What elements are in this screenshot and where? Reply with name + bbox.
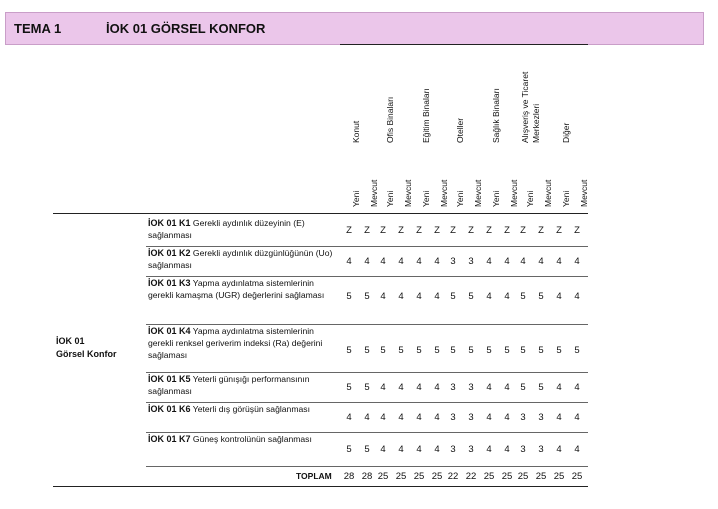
score-cell: 4 — [380, 412, 386, 423]
score-cell: 5 — [468, 291, 474, 302]
score-cell: 4 — [556, 256, 562, 267]
criterion-label — [148, 217, 340, 241]
score-cell: 4 — [520, 256, 526, 267]
score-cell: 4 — [486, 382, 492, 393]
total-cell: 28 — [343, 471, 355, 482]
section-label — [56, 335, 117, 361]
criterion-description: Gerekli aydınlık düzeyinin (E) sağlanması — [148, 218, 305, 240]
total-cell: 25 — [395, 471, 407, 482]
total-cell: 25 — [483, 471, 495, 482]
total-cell: 25 — [517, 471, 529, 482]
criterion-code: İOK 01 K4 — [148, 326, 191, 336]
score-cell: 4 — [574, 382, 580, 393]
score-cell: 4 — [556, 412, 562, 423]
score-cell: 3 — [450, 444, 456, 455]
column-subheader: Yeni — [351, 190, 361, 207]
score-cell: Z — [380, 225, 386, 236]
score-cell: Z — [346, 225, 352, 236]
score-cell: 4 — [398, 444, 404, 455]
score-cell: 5 — [380, 345, 386, 356]
theme-header-band — [5, 12, 704, 45]
column-group-header: Konut — [351, 120, 361, 143]
score-cell: Z — [450, 225, 456, 236]
column-group-header: Alışveriş ve Ticaret Merkezleri — [520, 71, 541, 143]
score-cell: 4 — [434, 382, 440, 393]
row-separator — [146, 466, 588, 467]
score-cell: 4 — [538, 256, 544, 267]
total-cell: 25 — [413, 471, 425, 482]
score-cell: 4 — [486, 291, 492, 302]
score-cell: 3 — [468, 256, 474, 267]
score-cell: 4 — [486, 444, 492, 455]
column-group-header: Eğitim Binaları — [421, 88, 431, 143]
score-cell: 4 — [434, 256, 440, 267]
column-group-header: Oteller — [455, 117, 465, 143]
column-subheader: Yeni — [491, 190, 501, 207]
score-cell: 5 — [346, 444, 352, 455]
column-subheader: Yeni — [385, 190, 395, 207]
column-group-header: Diğer — [561, 122, 571, 143]
score-cell: 3 — [450, 256, 456, 267]
criterion-code: İOK 01 K7 — [148, 434, 191, 444]
total-cell: 25 — [535, 471, 547, 482]
score-cell: 4 — [380, 382, 386, 393]
score-cell: 5 — [364, 291, 370, 302]
score-cell: 4 — [574, 291, 580, 302]
column-subheader: Yeni — [455, 190, 465, 207]
score-cell: 4 — [486, 256, 492, 267]
score-cell: 4 — [398, 382, 404, 393]
criterion-label — [148, 373, 340, 397]
score-cell: 4 — [380, 444, 386, 455]
column-subheader: Mevcut — [403, 179, 413, 207]
criterion-description: Yeterli dış görüşün sağlanması — [190, 404, 310, 414]
score-cell: 4 — [556, 444, 562, 455]
score-cell: 4 — [556, 382, 562, 393]
total-cell: 25 — [553, 471, 565, 482]
column-subheader: Mevcut — [369, 179, 379, 207]
score-cell: 5 — [416, 345, 422, 356]
score-cell: Z — [504, 225, 510, 236]
total-cell: 25 — [571, 471, 583, 482]
score-cell: 4 — [416, 444, 422, 455]
score-cell: 4 — [434, 412, 440, 423]
total-cell: 25 — [501, 471, 513, 482]
total-cell: 22 — [447, 471, 459, 482]
total-cell: 25 — [431, 471, 443, 482]
score-cell: Z — [398, 225, 404, 236]
score-cell: 4 — [380, 291, 386, 302]
score-cell: 4 — [574, 256, 580, 267]
criterion-description: Yeterli günışığı performansının sağlanması — [148, 374, 310, 396]
score-cell: 5 — [538, 291, 544, 302]
score-cell: 4 — [398, 256, 404, 267]
score-cell: Z — [416, 225, 422, 236]
criterion-description: Yapma aydınlatma sistemlerinin gerekli renksel geriverim indeksi (Ra) değerini sağlaması — [148, 326, 323, 360]
score-cell: 5 — [450, 291, 456, 302]
total-cell: 22 — [465, 471, 477, 482]
score-cell: 4 — [574, 412, 580, 423]
score-cell: Z — [520, 225, 526, 236]
score-cell: 5 — [450, 345, 456, 356]
score-cell: 5 — [434, 345, 440, 356]
score-cell: 5 — [346, 345, 352, 356]
column-subheader: Yeni — [421, 190, 431, 207]
score-cell: 4 — [504, 444, 510, 455]
score-cell: 5 — [364, 382, 370, 393]
score-cell: 4 — [398, 412, 404, 423]
column-subheader: Mevcut — [473, 179, 483, 207]
score-cell: 3 — [520, 444, 526, 455]
score-cell: 5 — [504, 345, 510, 356]
score-cell: 5 — [520, 382, 526, 393]
score-cell: Z — [574, 225, 580, 236]
criterion-label — [148, 433, 340, 445]
score-cell: 3 — [538, 412, 544, 423]
score-cell: 3 — [520, 412, 526, 423]
score-cell: 4 — [380, 256, 386, 267]
criterion-label — [148, 403, 340, 415]
score-cell: 5 — [468, 345, 474, 356]
score-cell: 4 — [504, 291, 510, 302]
score-cell: 3 — [468, 444, 474, 455]
score-cell: 5 — [346, 382, 352, 393]
criterion-label — [148, 247, 340, 271]
score-cell: Z — [434, 225, 440, 236]
header-bottom-rule — [53, 213, 588, 214]
score-cell: 4 — [434, 444, 440, 455]
score-cell: Z — [486, 225, 492, 236]
score-cell: 5 — [538, 345, 544, 356]
score-cell: Z — [538, 225, 544, 236]
score-cell: Z — [468, 225, 474, 236]
theme-title: İOK 01 GÖRSEL KONFOR — [106, 21, 266, 36]
criterion-label — [148, 325, 340, 361]
score-cell: 3 — [450, 382, 456, 393]
score-cell: 4 — [416, 382, 422, 393]
score-cell: 5 — [538, 382, 544, 393]
score-cell: 5 — [556, 345, 562, 356]
score-cell: 5 — [574, 345, 580, 356]
column-group-header: Ofis Binaları — [385, 96, 395, 143]
score-cell: 3 — [468, 412, 474, 423]
total-cell: 25 — [377, 471, 389, 482]
score-cell: 5 — [398, 345, 404, 356]
criterion-code: İOK 01 K5 — [148, 374, 191, 384]
criterion-code: İOK 01 K6 — [148, 404, 191, 414]
top-rule — [340, 44, 588, 45]
score-cell: 4 — [504, 382, 510, 393]
score-cell: 4 — [556, 291, 562, 302]
score-cell: 5 — [520, 291, 526, 302]
score-cell: 4 — [364, 412, 370, 423]
section-name: Görsel Konfor — [56, 349, 117, 359]
column-subheader: Mevcut — [509, 179, 519, 207]
score-cell: 4 — [416, 256, 422, 267]
score-cell: 5 — [520, 345, 526, 356]
score-cell: 5 — [364, 444, 370, 455]
score-cell: 3 — [450, 412, 456, 423]
score-cell: 4 — [504, 256, 510, 267]
total-cell: 28 — [361, 471, 373, 482]
score-cell: 4 — [416, 412, 422, 423]
criterion-label — [148, 277, 340, 301]
score-cell: 4 — [574, 444, 580, 455]
score-cell: 4 — [434, 291, 440, 302]
criterion-code: İOK 01 K2 — [148, 248, 191, 258]
column-subheader: Mevcut — [579, 179, 589, 207]
score-cell: 4 — [346, 256, 352, 267]
total-label: TOPLAM — [296, 471, 332, 481]
score-cell: 4 — [346, 412, 352, 423]
score-cell: Z — [556, 225, 562, 236]
column-subheader: Yeni — [561, 190, 571, 207]
score-cell: 5 — [364, 345, 370, 356]
score-cell: 4 — [364, 256, 370, 267]
column-subheader: Yeni — [525, 190, 535, 207]
column-subheader: Mevcut — [439, 179, 449, 207]
criterion-description: Gerekli aydınlık düzgünlüğünün (Uo) sağlanması — [148, 248, 333, 270]
score-cell: 4 — [416, 291, 422, 302]
bottom-rule — [53, 486, 588, 487]
criterion-description: Yapma aydınlatma sistemlerinin gerekli kamaşma (UGR) değerlerini sağlaması — [148, 278, 325, 300]
column-group-header: Sağlık Binaları — [491, 88, 501, 143]
score-cell: 5 — [486, 345, 492, 356]
score-cell: 3 — [538, 444, 544, 455]
score-cell: Z — [364, 225, 370, 236]
criterion-code: İOK 01 K3 — [148, 278, 191, 288]
section-code: İOK 01 — [56, 336, 85, 346]
score-cell: 4 — [504, 412, 510, 423]
criterion-code: İOK 01 K1 — [148, 218, 191, 228]
theme-label: TEMA 1 — [14, 21, 62, 36]
score-cell: 4 — [398, 291, 404, 302]
score-cell: 4 — [486, 412, 492, 423]
criterion-description: Güneş kontrolünün sağlanması — [190, 434, 312, 444]
column-subheader: Mevcut — [543, 179, 553, 207]
score-cell: 3 — [468, 382, 474, 393]
score-cell: 5 — [346, 291, 352, 302]
